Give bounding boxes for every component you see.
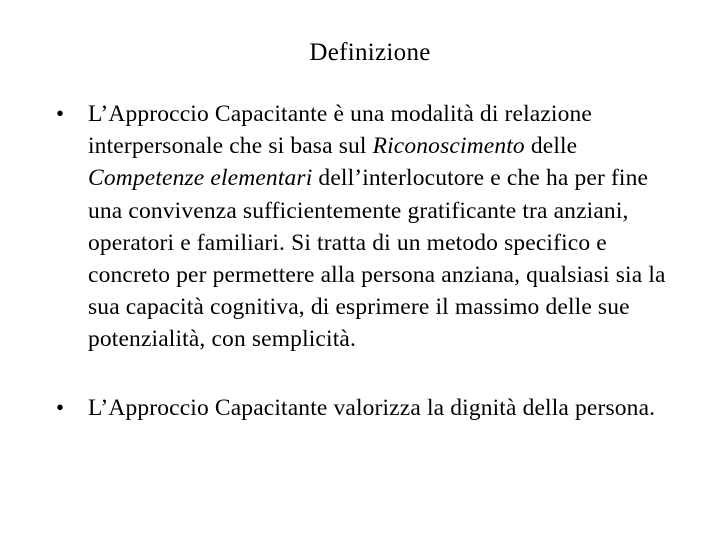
bullet-list — [56, 98, 666, 424]
bullet-text-part: L’Approccio Capacitante è una modalità di relazione interpersonale che si basa sul — [88, 101, 592, 160]
bullet-item-definition — [56, 98, 666, 356]
bullet-marker: • — [56, 394, 65, 420]
bullet-text-emphasis: Competenze elementari — [88, 165, 313, 192]
bullet-text: L’Approccio Capacitante valorizza la dignità della persona. — [88, 394, 656, 421]
bullet-text-emphasis: Riconoscimento — [372, 133, 525, 160]
bullet-text-part: dell’interlocutore e che ha per fine una convivenza sufficientemente gratificante tra anziani, operatori e familiari. Si tratta di un metodo specifico e concreto per permettere alla persona anziana, qualsiasi sia la sua capacità cognitiva, di esprimere il massimo delle sue potenzialità, con semplicità. — [88, 165, 666, 353]
bullet-marker: • — [56, 101, 65, 126]
bullet-text-part: delle — [524, 133, 578, 160]
bullet-item-dignity — [56, 392, 666, 424]
slide-title: Definizione — [309, 39, 431, 66]
